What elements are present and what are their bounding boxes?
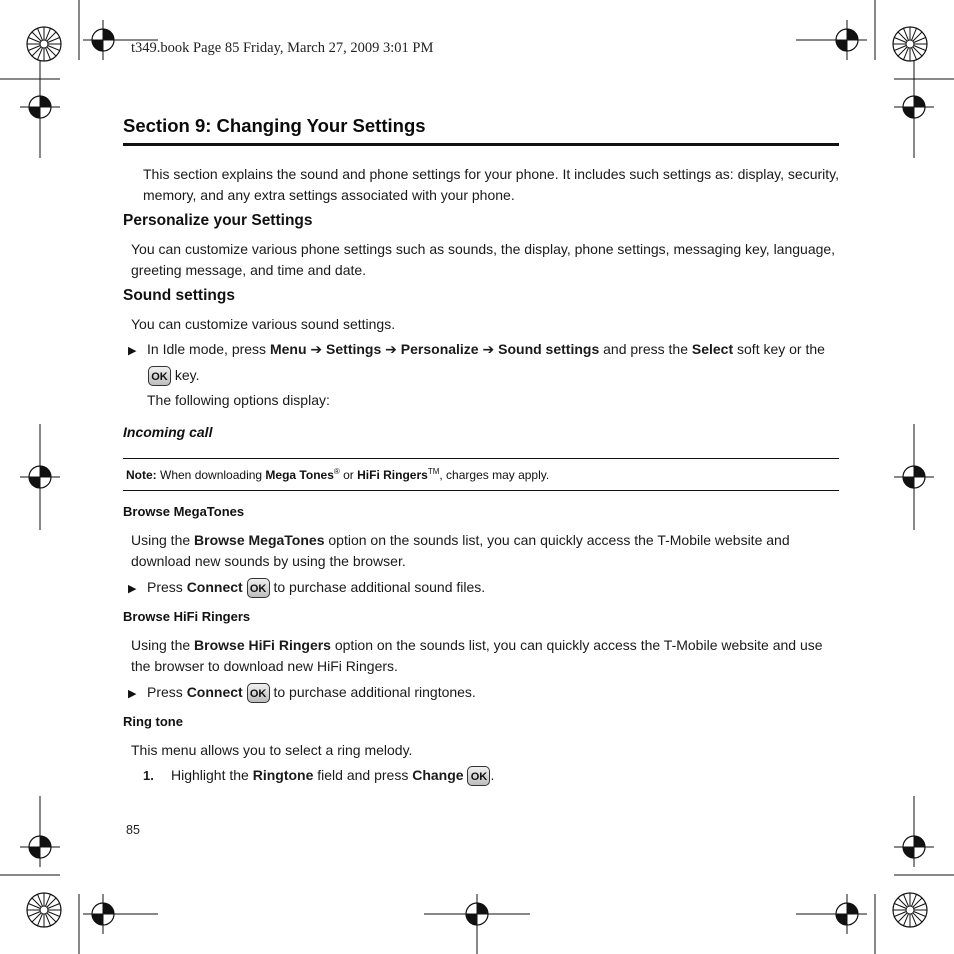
intro-paragraph: This section explains the sound and phone settings for your phone. It includes such settings as: display, security, memory, and any extra settings associated with your phone. [143,166,839,203]
ok-key-icon: OK [247,683,270,703]
megatones-step: Press Connect OK to purchase additional sound files. [147,577,485,598]
bullet-icon: ▶ [128,688,137,700]
ok-key-icon: OK [467,766,490,786]
note-label: Note: [126,468,157,482]
title-rule [123,143,839,146]
browse-megatones-heading: Browse MegaTones [123,504,245,519]
note-box [123,458,839,491]
settings-label: Settings [326,341,382,357]
ring-tone-heading: Ring tone [123,714,183,729]
print-header: t349.book Page 85 Friday, March 27, 2009 3:01 PM [131,40,434,56]
personalize-paragraph: You can customize various phone settings such as sounds, the display, phone settings, messaging key, language, greeting message, and time and date. [131,241,836,278]
bullet-icon: ▶ [128,345,137,357]
section-title: Section 9: Changing Your Settings [123,115,426,136]
sound-settings-heading: Sound settings [123,287,235,304]
arrow-icon: ➔ [310,341,323,357]
sound-settings-paragraph: You can customize various sound settings. [131,316,396,332]
arrow-icon: ➔ [385,341,397,357]
sound-step: In Idle mode, press Menu ➔ Settings ➔ Personalize ➔ Sound settings and press the Select soft key or the [147,341,825,357]
incoming-call-heading: Incoming call [123,424,213,440]
ok-key-icon: OK [247,578,270,598]
personalize-heading: Personalize your Settings [123,212,313,229]
ring-tone-paragraph: This menu allows you to select a ring melody. [131,742,413,758]
hifi-step: Press Connect OK to purchase additional ringtones. [147,682,476,703]
ring-tone-step: Highlight the Ringtone field and press Change OK . [171,765,494,786]
ok-key-icon: OK [148,366,171,386]
menu-label: Menu [269,341,307,357]
sound-settings-label: Sound settings [498,341,600,357]
personalize-label: Personalize [400,341,479,357]
ok-key-line: OK key. [148,365,200,386]
select-label: Select [691,341,734,357]
browse-hifi-paragraph: Using the Browse HiFi Ringers option on the sounds list, you can quickly access the T-Mobile website and use the browser to download new HiFi Ringers. [131,637,823,674]
note-text: Note: When downloading Mega Tones® or HiFi Ringers™, charges may apply. [126,467,550,482]
page-number: 85 [126,823,140,837]
browse-hifi-heading: Browse HiFi Ringers [123,609,251,624]
ring-tone-step-number: 1. [143,768,154,783]
browse-megatones-paragraph: Using the Browse MegaTones option on the sounds list, you can quickly access the T-Mobile website and download new sounds by using the browser. [131,532,790,569]
arrow-icon: ➔ [482,341,495,357]
bullet-icon: ▶ [128,583,137,595]
options-display-text: The following options display: [147,392,330,408]
